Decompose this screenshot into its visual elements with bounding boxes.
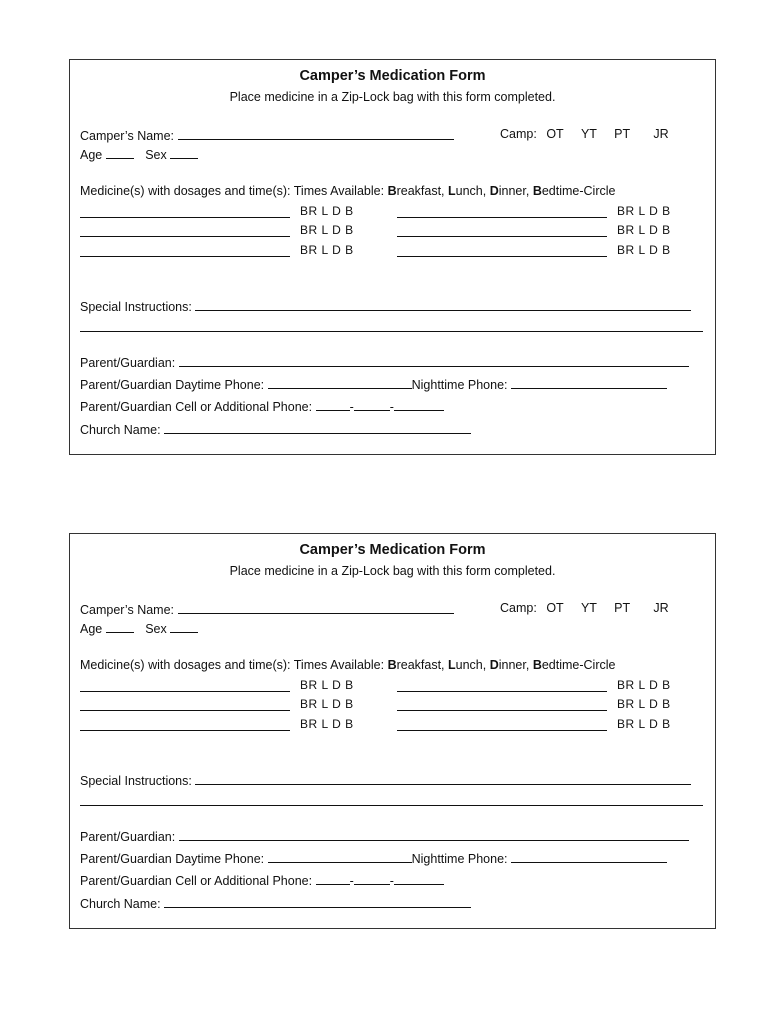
cell-phone-label: Parent/Guardian Cell or Additional Phone:: [80, 874, 313, 888]
nighttime-phone-label: Nighttime Phone:: [411, 852, 508, 866]
medicine-field[interactable]: [80, 236, 290, 237]
cell-phone-row: [80, 872, 444, 888]
church-field[interactable]: [164, 421, 471, 434]
camper-name-row: [80, 601, 454, 617]
camp-label: Camp:: [500, 127, 537, 141]
nighttime-phone-field[interactable]: [511, 850, 667, 863]
cell-phone-separator: -: [389, 874, 394, 888]
parent-label: Parent/Guardian:: [80, 356, 176, 370]
special-instructions-row: [80, 772, 691, 788]
parent-field[interactable]: [179, 354, 689, 367]
daytime-phone-label: Parent/Guardian Daytime Phone:: [80, 852, 265, 866]
medicine-field[interactable]: [80, 710, 290, 711]
age-label: Age: [80, 148, 103, 162]
cell-phone-separator: -: [349, 400, 354, 414]
med-time-code[interactable]: BR L D B: [617, 223, 671, 237]
medicine-field[interactable]: [397, 710, 607, 711]
phone-row: [80, 376, 667, 392]
sex-label: Sex: [145, 622, 167, 636]
time-initial: D: [489, 184, 499, 198]
time-rest: unch,: [455, 184, 490, 198]
nighttime-phone-label: Nighttime Phone:: [411, 378, 508, 392]
camper-name-field[interactable]: [178, 127, 454, 140]
church-label: Church Name:: [80, 897, 161, 911]
form-subtitle: Place medicine in a Zip-Lock bag with this form completed.: [229, 90, 556, 104]
camp-option-yt[interactable]: YT: [580, 127, 597, 141]
cell-phone-separator: -: [349, 874, 354, 888]
medicine-header: [80, 658, 615, 672]
special-instructions-label: Special Instructions:: [80, 774, 192, 788]
cell-phone-label: Parent/Guardian Cell or Additional Phone:: [80, 400, 313, 414]
med-time-code[interactable]: BR L D B: [617, 717, 671, 731]
daytime-phone-label: Parent/Guardian Daytime Phone:: [80, 378, 265, 392]
special-instructions-field-2[interactable]: [80, 331, 703, 332]
camp-option-yt[interactable]: YT: [580, 601, 597, 615]
special-instructions-field-2[interactable]: [80, 805, 703, 806]
camper-name-label: Camper’s Name:: [80, 603, 175, 617]
camp-option-jr[interactable]: JR: [653, 127, 669, 141]
camper-name-label: Camper’s Name:: [80, 129, 175, 143]
church-row: [80, 895, 471, 911]
med-time-code[interactable]: BR L D B: [300, 717, 354, 731]
parent-field[interactable]: [179, 828, 689, 841]
med-time-code[interactable]: BR L D B: [617, 678, 671, 692]
camper-name-field[interactable]: [178, 601, 454, 614]
time-rest: reakfast,: [396, 658, 449, 672]
med-time-code[interactable]: BR L D B: [300, 223, 354, 237]
time-initial: B: [532, 658, 542, 672]
age-sex-row: [80, 146, 198, 162]
camp-label: Camp:: [500, 601, 537, 615]
sex-label: Sex: [145, 148, 167, 162]
medication-form-2: [69, 533, 716, 929]
sex-field[interactable]: [170, 620, 198, 633]
camp-option-pt[interactable]: PT: [614, 127, 630, 141]
form-subtitle: Place medicine in a Zip-Lock bag with this form completed.: [229, 564, 556, 578]
cell-phone-separator: -: [389, 400, 394, 414]
time-rest: reakfast,: [396, 184, 449, 198]
age-field[interactable]: [106, 146, 134, 159]
med-time-code[interactable]: BR L D B: [617, 204, 671, 218]
medicine-field[interactable]: [80, 730, 290, 731]
cell-phone-area-field[interactable]: [316, 398, 350, 411]
cell-phone-line-field[interactable]: [394, 872, 444, 885]
camp-option-ot[interactable]: OT: [546, 601, 564, 615]
cell-phone-prefix-field[interactable]: [354, 398, 390, 411]
cell-phone-line-field[interactable]: [394, 398, 444, 411]
time-rest: edtime-Circle: [541, 184, 616, 198]
camp-option-pt[interactable]: PT: [614, 601, 630, 615]
nighttime-phone-field[interactable]: [511, 376, 667, 389]
form-title: Camper’s Medication Form: [299, 542, 486, 558]
phone-row: [80, 850, 667, 866]
time-rest: unch,: [455, 658, 490, 672]
church-field[interactable]: [164, 895, 471, 908]
daytime-phone-field[interactable]: [268, 376, 412, 389]
med-time-code[interactable]: BR L D B: [300, 697, 354, 711]
age-field[interactable]: [106, 620, 134, 633]
sex-field[interactable]: [170, 146, 198, 159]
time-initial: L: [448, 184, 456, 198]
daytime-phone-field[interactable]: [268, 850, 412, 863]
camp-option-ot[interactable]: OT: [546, 127, 564, 141]
parent-label: Parent/Guardian:: [80, 830, 176, 844]
medicine-field[interactable]: [397, 730, 607, 731]
special-instructions-label: Special Instructions:: [80, 300, 192, 314]
medicine-header: [80, 184, 615, 198]
med-time-code[interactable]: BR L D B: [300, 678, 354, 692]
time-rest: inner,: [498, 184, 533, 198]
med-time-code[interactable]: BR L D B: [300, 243, 354, 257]
cell-phone-prefix-field[interactable]: [354, 872, 390, 885]
medicine-field[interactable]: [80, 256, 290, 257]
medication-form-1: [69, 59, 716, 455]
time-initial: B: [387, 658, 397, 672]
medicine-label: Medicine(s) with dosages and time(s): Times Available:: [80, 184, 385, 198]
camper-name-row: [80, 127, 454, 143]
special-instructions-field[interactable]: [195, 772, 691, 785]
time-initial: B: [387, 184, 397, 198]
parent-row: [80, 828, 689, 844]
camp-option-jr[interactable]: JR: [653, 601, 669, 615]
cell-phone-row: [80, 398, 444, 414]
camp-options: [500, 127, 669, 141]
form-title: Camper’s Medication Form: [299, 68, 486, 84]
medicine-field[interactable]: [80, 217, 290, 218]
camp-options: [500, 601, 669, 615]
time-initial: B: [532, 184, 542, 198]
med-time-code[interactable]: BR L D B: [300, 204, 354, 218]
parent-row: [80, 354, 689, 370]
time-initial: D: [489, 658, 499, 672]
time-rest: edtime-Circle: [541, 658, 616, 672]
age-label: Age: [80, 622, 103, 636]
time-rest: inner,: [498, 658, 533, 672]
special-instructions-row: [80, 298, 691, 314]
time-initial: L: [448, 658, 456, 672]
medicine-field[interactable]: [397, 236, 607, 237]
medicine-label: Medicine(s) with dosages and time(s): Times Available:: [80, 658, 385, 672]
medicine-field[interactable]: [397, 256, 607, 257]
medicine-field[interactable]: [397, 217, 607, 218]
church-row: [80, 421, 471, 437]
medicine-field[interactable]: [80, 691, 290, 692]
medicine-field[interactable]: [397, 691, 607, 692]
med-time-code[interactable]: BR L D B: [617, 697, 671, 711]
special-instructions-field[interactable]: [195, 298, 691, 311]
cell-phone-area-field[interactable]: [316, 872, 350, 885]
age-sex-row: [80, 620, 198, 636]
church-label: Church Name:: [80, 423, 161, 437]
med-time-code[interactable]: BR L D B: [617, 243, 671, 257]
